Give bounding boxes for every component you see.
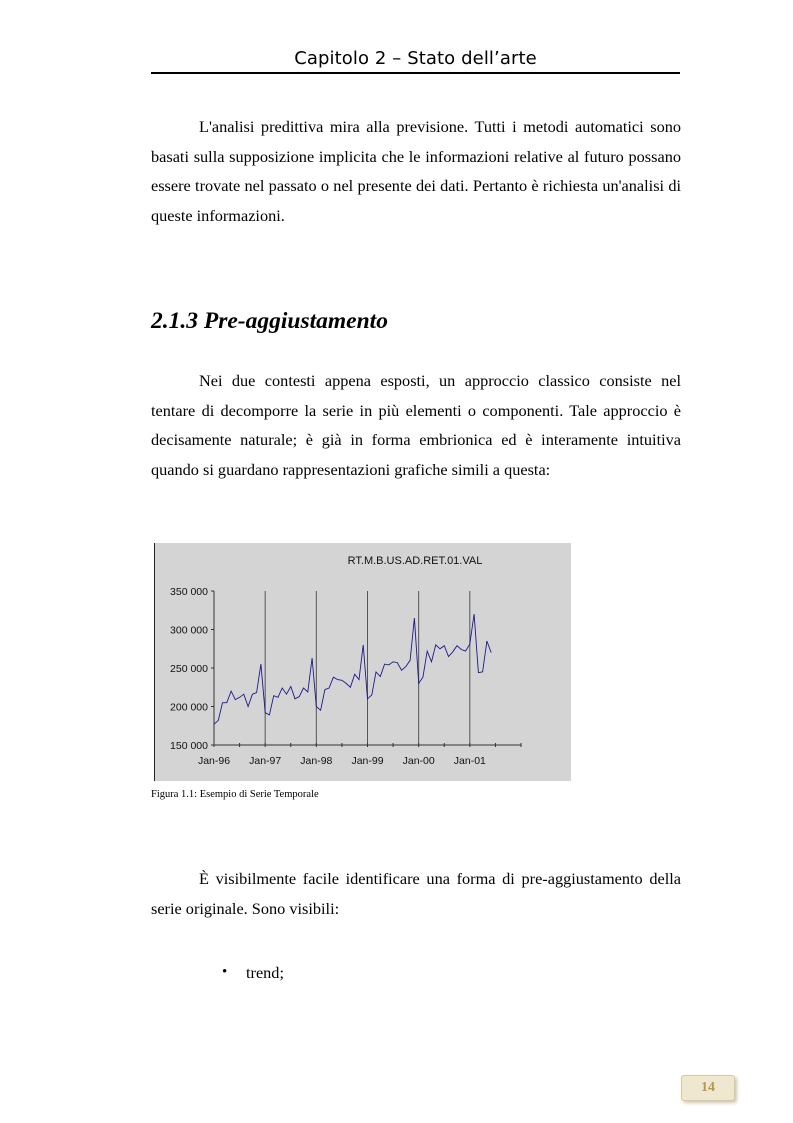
x-tick-label: Jan-98: [300, 755, 333, 767]
page-number: 14: [681, 1075, 735, 1101]
list-item-text: trend;: [246, 963, 284, 982]
series-line: [214, 614, 491, 724]
x-tick-label: Jan-99: [351, 755, 384, 767]
paragraph-predictive-analysis: L'analisi predittiva mira alla previsione. Tutti i metodi automatici sono basati sulla supposizione implicita che le informazioni relative al futuro possano essere trovate nel passato o nel presente dei dati. Pertanto è richiesta un'analisi di queste informazioni.: [151, 117, 681, 225]
x-tick-label: Jan-97: [249, 755, 282, 767]
time-series-chart: [154, 543, 571, 781]
y-tick-label: 150 000: [170, 740, 208, 752]
y-tick-label: 200 000: [170, 701, 208, 714]
section-title: 2.1.3 Pre-aggiustamento: [151, 308, 388, 334]
page-header: Capitolo 2 – Stato dell’arte: [294, 48, 537, 69]
bullet-icon: •: [222, 964, 228, 980]
figure-caption: Figura 1.1: Esempio di Serie Temporale: [151, 789, 319, 800]
chart-svg: [155, 543, 571, 781]
y-tick-label: 300 000: [170, 624, 208, 637]
paragraph-pre-adjustment: È visibilmente facile identificare una forma di pre-aggiustamento della serie originale. Sono visibili:: [151, 869, 681, 918]
bullet-list: [222, 958, 284, 987]
chart-title: RT.M.B.US.AD.RET.01.VAL: [347, 555, 483, 567]
list-item: [222, 958, 284, 987]
x-tick-label: Jan-00: [402, 755, 435, 767]
paragraph-decomposition: Nei due contesti appena esposti, un approccio classico consiste nel tentare di decomporre la serie in più elementi o componenti. Tale approccio è decisamente naturale; è già in forma embrionica ed è interamente intuitiva quando si guardano rappresentazioni grafiche simili a questa:: [151, 371, 681, 479]
x-tick-label: Jan-96: [197, 755, 231, 767]
x-tick-label: Jan-01: [453, 755, 486, 767]
y-tick-label: 350 000: [170, 586, 208, 598]
y-tick-label: 250 000: [170, 663, 208, 675]
header-rule: [151, 72, 680, 74]
